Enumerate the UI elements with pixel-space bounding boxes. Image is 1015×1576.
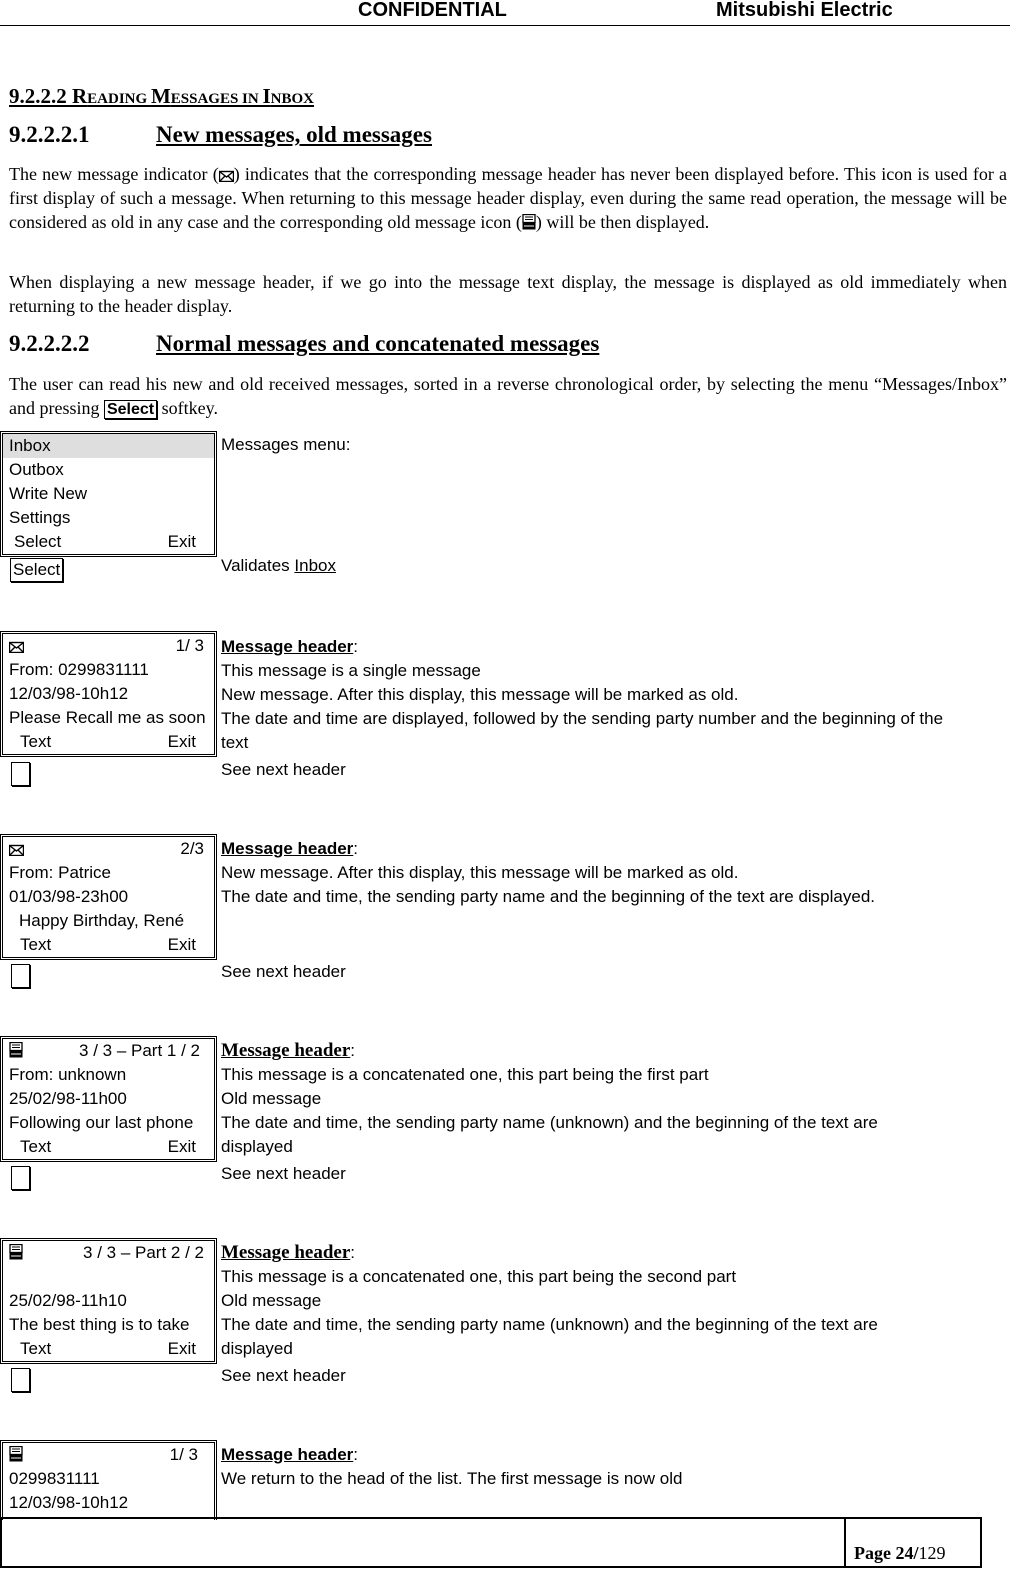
message-header-screen-1 — [0, 631, 217, 757]
message-text-preview: The best thing is to take — [9, 1315, 190, 1334]
softkey-select[interactable]: Select — [14, 532, 62, 551]
message-sender: From: unknown — [9, 1065, 127, 1084]
old-message-icon — [9, 1042, 23, 1058]
message-counter: 2/3 — [180, 839, 204, 858]
message-sender-empty — [3, 1265, 214, 1289]
softkey-bar — [3, 1337, 214, 1361]
message-date: 25/02/98-11h00 — [9, 1089, 127, 1108]
softkey-bar — [3, 1135, 214, 1159]
message-date: 12/03/98-10h12 — [9, 684, 129, 703]
page-number: Page 24/129 — [854, 1543, 946, 1563]
down-key-button[interactable] — [11, 1166, 30, 1190]
select-softkey-inline: Select — [104, 400, 157, 419]
menu-item-settings[interactable]: Settings — [9, 508, 71, 527]
message-header-screen-3 — [0, 1036, 217, 1162]
menu-description: Messages menu: — [221, 435, 351, 454]
message-date: 25/02/98-11h10 — [9, 1291, 127, 1310]
old-message-icon — [522, 214, 536, 230]
message-header-screen-4 — [0, 1238, 217, 1364]
message-5-description: Message header: We return to the head of the list. The first message is now old — [221, 1445, 683, 1488]
message-header-label: Message header — [221, 839, 354, 858]
subsection-heading-new-old: 9.2.2.2.1 New messages, old messages — [9, 122, 432, 147]
messages-menu-screen — [0, 431, 217, 557]
see-next-header-3: See next header — [221, 1164, 346, 1183]
paragraph-new-message-indicator: The new message indicator ( ) indicates that the corresponding message header has never been displayed before. This icon is used for a first display of such a message. When returning to this message header display, even during the same read operation, the message will be considered as old in any case and the corresponding old message icon ( ) will be then displayed. — [9, 164, 1008, 232]
softkey-text[interactable]: Text — [20, 732, 52, 751]
subsection-heading-normal-concatenated: 9.2.2.2.2 Normal messages and concatenated messages — [9, 331, 600, 356]
message-header-label: Message header — [221, 1242, 351, 1263]
message-header-screen-5 — [0, 1440, 217, 1520]
message-header-screen-2 — [0, 834, 217, 960]
menu-item-write-new[interactable]: Write New — [9, 484, 88, 503]
see-next-header-2: See next header — [221, 962, 346, 981]
message-text-preview: Happy Birthday, René — [19, 911, 185, 930]
message-counter: 1/ 3 — [175, 636, 204, 655]
select-key-button[interactable]: Select — [10, 558, 63, 582]
page-footer — [0, 1517, 982, 1568]
old-message-icon — [9, 1244, 23, 1260]
softkey-exit[interactable]: Exit — [167, 935, 196, 954]
message-counter: 1/ 3 — [169, 1445, 198, 1464]
see-next-header-4: See next header — [221, 1366, 346, 1385]
message-sender: From: 0299831111 — [9, 660, 149, 679]
message-sender: 0299831111 — [9, 1469, 100, 1488]
down-key-button[interactable] — [11, 964, 30, 988]
message-3-description: Message header: This message is a concatenated one, this part being the first part Old message The date and time, the sending party name (unknown) and the beginning of the text are displayed — [221, 1040, 878, 1156]
message-text-preview: Please Recall me as soon — [9, 708, 206, 727]
down-key-button[interactable] — [11, 762, 30, 786]
softkey-text[interactable]: Text — [20, 1339, 52, 1358]
message-counter: 3 / 3 – Part 2 / 2 — [83, 1243, 204, 1262]
message-2-description: Message header: New message. After this display, this message will be marked as old. The date and time, the sending party name and the beginning of the text are displayed. — [221, 839, 875, 906]
softkey-bar — [3, 730, 214, 754]
new-message-envelope-icon — [9, 844, 24, 856]
softkey-exit[interactable]: Exit — [167, 1339, 196, 1358]
menu-item-outbox[interactable]: Outbox — [9, 460, 64, 479]
softkey-exit[interactable]: Exit — [167, 732, 196, 751]
message-header-label: Message header — [221, 1040, 351, 1061]
footer-divider — [844, 1519, 846, 1566]
message-text-preview: Following our last phone — [9, 1113, 194, 1132]
menu-item-inbox[interactable]: Inbox — [3, 434, 214, 458]
new-message-envelope-icon — [9, 641, 24, 653]
paragraph-inbox-reading: The user can read his new and old received messages, sorted in a reverse chronological order, by selecting the menu “Messages/Inbox” and pressing Select softkey. — [9, 374, 1007, 418]
paragraph-header-display: When displaying a new message header, if we go into the message text display, the message is displayed as old immediately when returning to the header display. — [9, 272, 1007, 316]
message-sender: From: Patrice — [9, 863, 112, 882]
message-header-label: Message header — [221, 1445, 354, 1464]
message-1-description: Message header: This message is a single message New message. After this display, this message will be marked as old. The date and time are displayed, followed by the sending party number and the beginning of the text — [221, 637, 944, 752]
softkey-exit[interactable]: Exit — [167, 532, 196, 551]
company-name: Mitsubishi Electric — [716, 0, 893, 21]
softkey-bar — [3, 530, 214, 554]
new-message-envelope-icon — [219, 170, 234, 182]
message-4-description: Message header: This message is a concatenated one, this part being the second part Old message The date and time, the sending party name (unknown) and the beginning of the text are displayed — [221, 1242, 878, 1358]
message-header-label: Message header — [221, 637, 354, 656]
page-header — [0, 0, 1010, 26]
softkey-text[interactable]: Text — [20, 935, 52, 954]
validates-inbox-description: Validates Inbox — [221, 556, 336, 575]
message-counter: 3 / 3 – Part 1 / 2 — [79, 1041, 200, 1060]
see-next-header-1: See next header — [221, 760, 346, 779]
softkey-text[interactable]: Text — [20, 1137, 52, 1156]
confidential-label: CONFIDENTIAL — [358, 0, 507, 21]
section-heading: 9.2.2.2 READING MESSAGES IN INBOX — [9, 84, 315, 108]
softkey-bar — [3, 933, 214, 957]
down-key-button[interactable] — [11, 1368, 30, 1392]
softkey-exit[interactable]: Exit — [167, 1137, 196, 1156]
message-date: 01/03/98-23h00 — [9, 887, 129, 906]
message-date: 12/03/98-10h12 — [9, 1493, 129, 1512]
old-message-icon — [9, 1446, 23, 1462]
